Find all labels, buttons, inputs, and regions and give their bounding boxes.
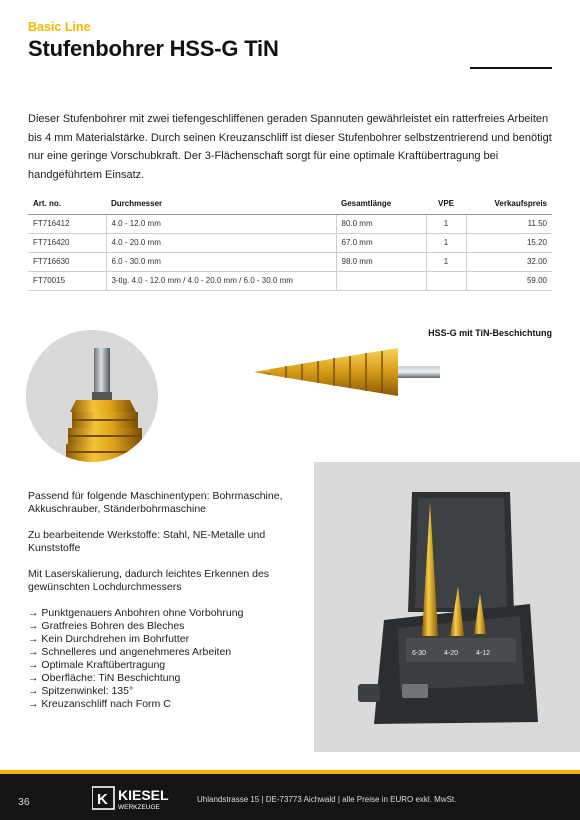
case-label-6-30: 6-30 — [412, 650, 427, 657]
header-length: Gesamtlänge — [336, 194, 426, 214]
cell-vpe: 1 — [426, 252, 466, 271]
page-title: Stufenbohrer HSS-G TiN — [28, 36, 279, 61]
page-number: 36 — [18, 796, 30, 808]
logo-wordmark: KIESEL — [118, 787, 169, 803]
list-item: → Kreuzanschliff nach Form C — [28, 698, 171, 710]
cell-length: 67.0 mm — [336, 233, 426, 252]
list-item: → Oberfläche: TiN Beschichtung — [28, 672, 181, 684]
coating-caption: HSS-G mit TiN-Beschichtung — [428, 328, 552, 338]
product-table — [28, 194, 552, 291]
title-underline — [470, 67, 552, 69]
cell-price: 11.50 — [466, 214, 552, 233]
cell-art-no: FT716630 — [28, 252, 106, 271]
cell-diameter: 6.0 - 30.0 mm — [106, 252, 336, 271]
cell-price: 32.00 — [466, 252, 552, 271]
cell-length — [336, 271, 426, 290]
cell-diameter: 4.0 - 12.0 mm — [106, 214, 336, 233]
cell-price: 15.20 — [466, 233, 552, 252]
cell-vpe — [426, 271, 466, 290]
cell-art-no: FT70015 — [28, 271, 106, 290]
cell-length: 80.0 mm — [336, 214, 426, 233]
features-block — [28, 490, 318, 711]
cell-art-no: FT716412 — [28, 214, 106, 233]
list-item: → Kein Durchdrehen im Bohrfutter — [28, 633, 190, 645]
table-row — [28, 271, 552, 290]
header-diameter: Durchmesser — [106, 194, 336, 214]
step-drill-illustration — [250, 340, 440, 400]
drill-closeup-illustration — [26, 330, 158, 462]
drill-set-case-illustration — [314, 462, 580, 752]
list-item: → Spitzenwinkel: 135° — [28, 685, 134, 697]
list-item: → Schnelleres und angenehmeres Arbeiten — [28, 646, 232, 658]
cell-diameter: 4.0 - 20.0 mm — [106, 233, 336, 252]
cell-length: 98.0 mm — [336, 252, 426, 271]
list-item: → Gratfreies Bohren des Bleches — [28, 620, 185, 632]
intro-paragraph: Dieser Stufenbohrer mit zwei tiefengeschliffenen geraden Spannuten gewährleistet ein ratterfreies Arbeiten bis 4 mm Materialstärke. Durch seinen Kreuzanschliff ist dieser Stufenbohrer selbstzentrierend und benötigt nur eine geringe Vorschubkraft. Der 3-Flächenschaft sorgt für eine optimale Kraftübertragung bei handgeführtem Einsatz. — [28, 113, 552, 181]
logo-initial: K — [97, 791, 108, 808]
cell-art-no: FT716420 — [28, 233, 106, 252]
case-label-4-12: 4-12 — [476, 650, 491, 657]
cell-diameter: 3-tlg. 4.0 - 12.0 mm / 4.0 - 20.0 mm / 6.0 - 30.0 mm — [106, 271, 336, 290]
footer-accent-bar — [0, 770, 580, 774]
benefits-list — [28, 607, 318, 711]
step-drill-photo — [250, 340, 440, 400]
cell-price: 59.00 — [466, 271, 552, 290]
cell-vpe: 1 — [426, 233, 466, 252]
table-row — [28, 252, 552, 271]
table-header-row — [28, 194, 552, 214]
header-vpe: VPE — [426, 194, 466, 214]
header-price: Verkaufspreis — [466, 194, 552, 214]
drill-set-case-photo — [314, 462, 580, 752]
footer-address: Uhlandstrasse 15 | DE-73773 Aichwald | alle Preise in EURO exkl. MwSt. — [197, 795, 457, 804]
table-row — [28, 214, 552, 233]
logo-subline: WERKZEUGE — [118, 804, 160, 811]
list-item: → Optimale Kraftübertragung — [28, 659, 166, 671]
drill-closeup-photo — [26, 330, 158, 462]
laser-scale-text: Mit Laserskalierung, dadurch leichtes Erkennen des gewünschten Lochdurchmessers — [28, 568, 270, 593]
cell-vpe: 1 — [426, 214, 466, 233]
header-art-no: Art. no. — [28, 194, 106, 214]
materials-text: Zu bearbeitende Werkstoffe: Stahl, NE-Metalle und Kunststoffe — [28, 529, 266, 554]
brand-line-label: Basic Line — [28, 20, 91, 34]
machine-types-text: Passend für folgende Maschinentypen: Bohrmaschine, Akkuschrauber, Ständerbohrmaschine — [28, 490, 283, 515]
table-row — [28, 233, 552, 252]
list-item: → Punktgenauers Anbohren ohne Vorbohrung — [28, 607, 244, 619]
kiesel-logo — [92, 786, 192, 812]
case-label-4-20: 4-20 — [444, 650, 459, 657]
